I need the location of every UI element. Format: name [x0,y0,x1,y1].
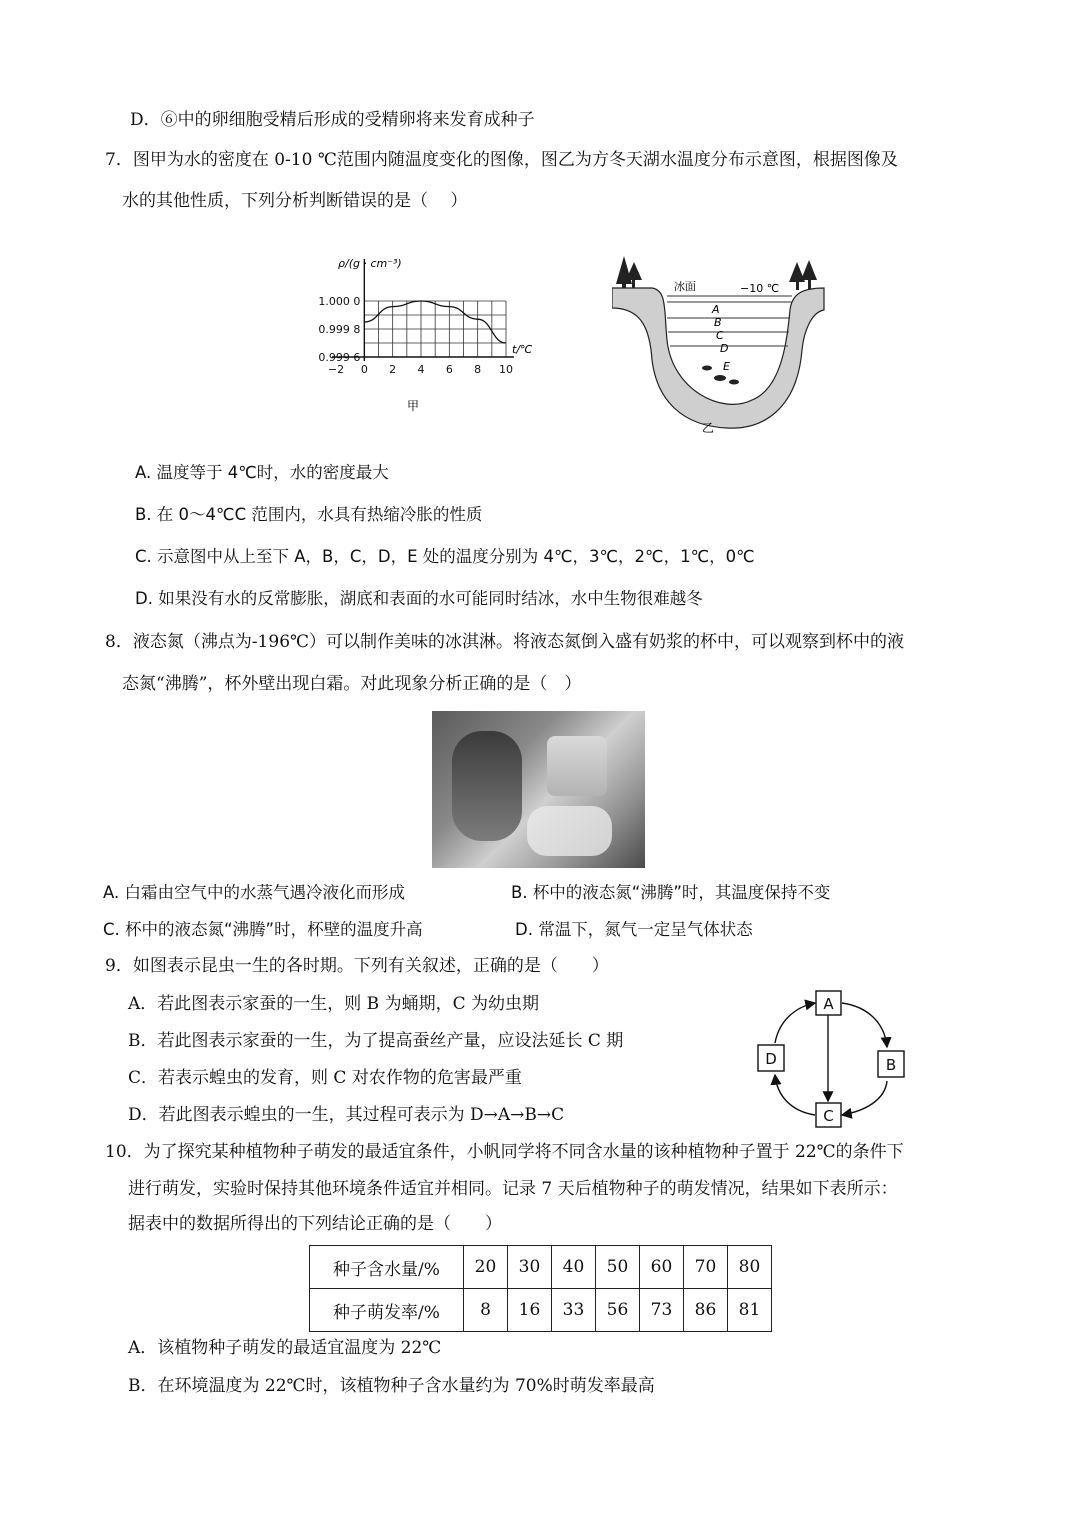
q10-option-b: B．在环境温度为 22℃时，该植物种子含水量约为 70%时萌发率最高 [128,1376,655,1396]
x-tick-label: 0 [360,363,368,376]
fish-icon [702,366,739,385]
table-cell: 8 [464,1289,508,1332]
node-d: D [765,1050,777,1068]
q7-stem-line1: 7．图甲为水的密度在 0-10 ℃范围内随温度变化的图像，图乙为方冬天湖水温度分布示意图，根据图像及 [105,150,898,170]
node-a: A [823,995,834,1013]
table-cell: 80 [728,1246,772,1289]
table-cell: 30 [508,1246,552,1289]
layer-e: E [723,360,730,373]
ice-label: 冰面 [674,280,696,293]
layer-d: D [720,342,729,355]
x-tick-label: 10 [499,363,513,376]
x-tick-label: 8 [474,363,482,376]
chart-x-label: t/℃ [512,343,533,356]
tree-left-icon [616,256,642,290]
q6-option-d: D．⑥中的卵细胞受精后形成的受精卵将来发育成种子 [130,110,535,130]
x-tick-label: 4 [417,363,425,376]
q8-option-c: C. 杯中的液态氮“沸腾”时，杯壁的温度升高 [103,920,423,939]
arrow-a-b [842,1003,887,1047]
table-cell: 50 [596,1246,640,1289]
table-cell: 70 [684,1246,728,1289]
ice-cream-photo [432,711,645,868]
q9-option-a: A．若此图表示家蚕的一生，则 B 为蛹期，C 为幼虫期 [128,994,539,1014]
q10-stem-line3: 据表中的数据所得出的下列结论正确的是（ ） [128,1214,502,1234]
q9-stem: 9．如图表示昆虫一生的各时期。下列有关叙述，正确的是（ ） [105,956,609,976]
q9-option-d: D．若此图表示蝗虫的一生，其过程可表示为 D→A→B→C [128,1105,565,1125]
arrow-c-d [775,1075,815,1115]
q7-option-a: A. 温度等于 4℃时，水的密度最大 [135,463,389,482]
q10-stem-line1: 10．为了探究某种植物种子萌发的最适宜条件，小帆同学将不同含水量的该种植物种子置于 22℃的条件下 [105,1142,904,1162]
x-tick-label: 2 [389,363,397,376]
q9-option-c: C．若表示蝗虫的发育，则 C 对农作物的危害最严重 [128,1068,522,1088]
q8-option-b: B. 杯中的液态氮“沸腾”时，其温度保持不变 [511,883,831,902]
tree-right-icon [789,260,817,290]
table-cell: 16 [508,1289,552,1332]
q10-option-a: A．该植物种子萌发的最适宜温度为 22℃ [128,1338,442,1358]
table-header-water: 种子含水量/% [310,1246,464,1289]
q8-option-a: A. 白霜由空气中的水蒸气遇冷液化而形成 [103,883,405,902]
y-tick-label: 0.999 8 [318,323,361,336]
arrow-d-a [775,1003,815,1043]
lake-diagram [612,250,837,440]
q8-stem-line1: 8．液态氮（沸点为-196℃）可以制作美味的冰淇淋。将液态氮倒入盛有奶浆的杯中，可以观察到杯中的液 [105,632,905,652]
node-c: C [823,1107,834,1125]
table-cell: 86 [684,1289,728,1332]
x-tick-label: 6 [445,363,453,376]
q7-option-c: C. 示意图中从上至下 A，B，C，D，E 处的温度分别为 4℃，3℃，2℃，1℃，0℃ [135,547,755,566]
diagram-title: 乙 [702,421,715,435]
chart-y-label: ρ/(g · cm⁻³) [338,257,402,270]
arrow-b-c [842,1081,887,1115]
density-chart [280,245,550,435]
table-cell: 33 [552,1289,596,1332]
q7-option-d: D. 如果没有水的反常膨胀，湖底和表面的水可能同时结冰，水中生物很难越冬 [135,589,703,608]
q7-stem-line2: 水的其他性质，下列分析判断错误的是（ ） [122,191,468,211]
chart-tick-labels [318,295,513,376]
y-tick-label: 0.999 6 [318,351,361,364]
q10-stem-line2: 进行萌发，实验时保持其他环境条件适宜并相同。记录 7 天后植物种子的萌发情况，结果如下表所示： [128,1179,898,1199]
table-cell: 20 [464,1246,508,1289]
q7-option-b: B. 在 0～4℃C 范围内，水具有热缩冷胀的性质 [135,505,483,524]
x-tick-label: −2 [327,363,345,376]
layer-a: A [712,303,720,316]
chart-axes [332,259,514,361]
table-row [310,1289,772,1332]
q8-option-d: D. 常温下，氮气一定呈气体状态 [515,920,753,939]
table-cell: 56 [596,1289,640,1332]
table-cell: 81 [728,1289,772,1332]
chart-grid [364,301,506,357]
table-header-rate: 种子萌发率/% [310,1289,464,1332]
water-layers [667,296,792,346]
layer-c: C [716,329,724,342]
temp-label: −10 ℃ [740,282,780,295]
table-cell: 60 [640,1246,684,1289]
layer-b: B [714,316,722,329]
germination-table [309,1245,772,1332]
insect-cycle-diagram [745,985,920,1135]
q9-option-b: B．若此图表示家蚕的一生，为了提高蚕丝产量，应设法延长 C 期 [128,1031,624,1051]
table-row [310,1246,772,1289]
y-tick-label: 1.000 0 [318,295,361,308]
node-b: B [885,1056,897,1074]
table-cell: 73 [640,1289,684,1332]
table-cell: 40 [552,1246,596,1289]
chart-title: 甲 [407,399,420,413]
q8-stem-line2: 态氮“沸腾”，杯外壁出现白霜。对此现象分析正确的是（ ） [122,674,582,694]
